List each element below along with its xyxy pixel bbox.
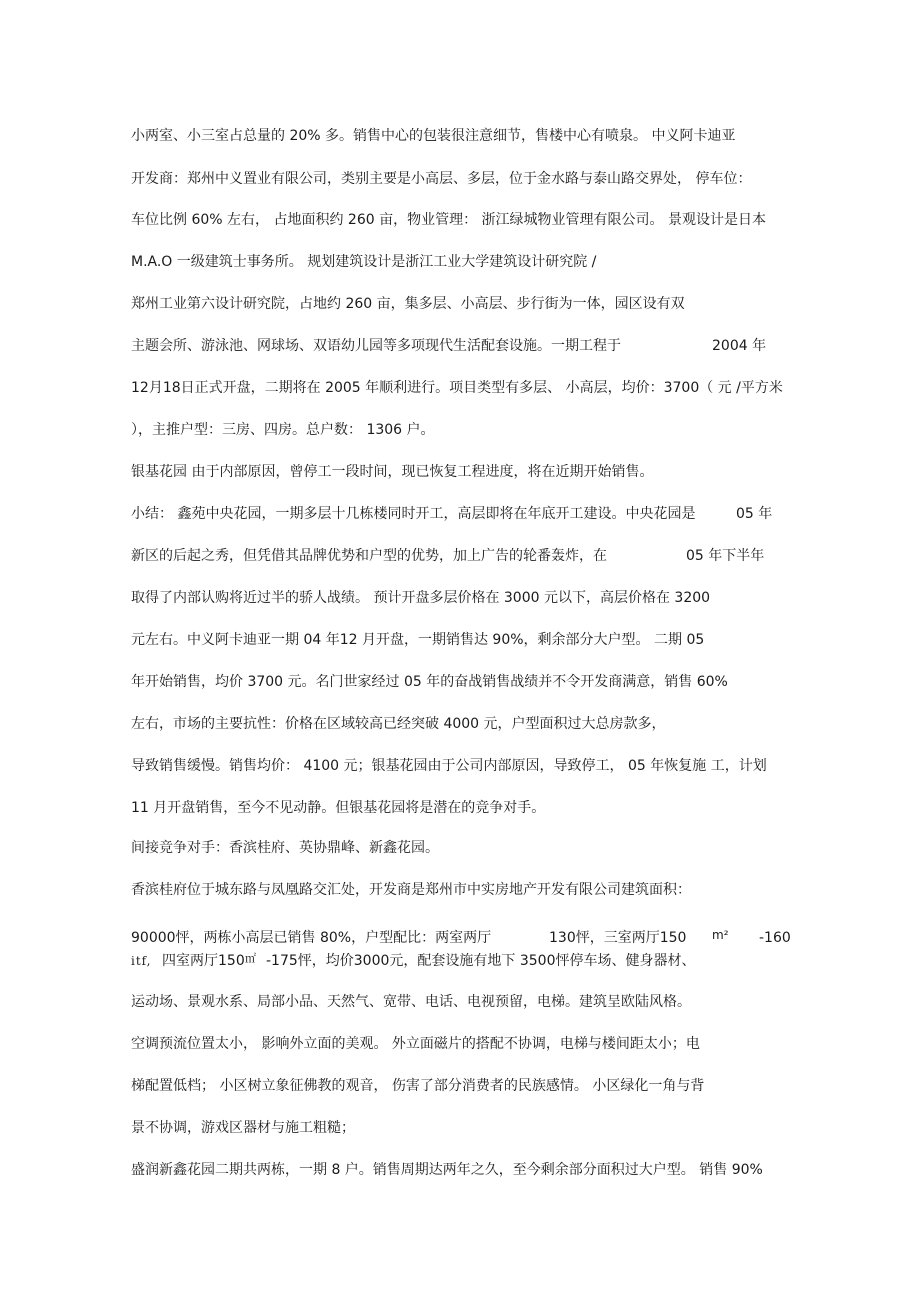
text-line-7: 12月18日正式开盘，二期将在 2005 年顺利进行。项目类型有多层、 小高层，均价：3700（ 元 /平方米 (131, 380, 783, 396)
text-line-21-b: -175怦，均价3000元，配套设施有地下 3500怦停车场、健身器材、 (266, 953, 696, 969)
text-line-26: 盛润新鑫花园二期共两栋，一期 8 户。销售周期达两年之久，至今剩余部分面积过大户型。 销售 90% (131, 1162, 763, 1178)
text-line-22: 运动场、景观水系、局部小品、天然气、宽带、电话、电视预留，电梯。建筑呈欧陆风格。 (131, 994, 691, 1010)
text-line-21-a: 四室两厅150 (162, 953, 245, 969)
text-line-20-tail: -160 (759, 930, 791, 946)
text-line-11-tail: 05 年下半年 (686, 548, 765, 564)
text-line-20-mid: 130怦，三室两厅150 (549, 930, 687, 946)
text-line-9: 银基花园 由于内部原因，曾停工一段时间，现已恢复工程进度，将在近期开始销售。 (131, 464, 654, 480)
text-line-23: 空调预流位置太小， 影响外立面的美观。 外立面磁片的搭配不协调，电梯与楼间距太小；电 (131, 1036, 700, 1052)
text-line-10: 小结： 鑫苑中央花园，一期多层十几栋楼同时开工，高层即将在年底开工建设。中央花园是 (131, 506, 696, 522)
text-line-10-tail: 05 年 (736, 506, 773, 522)
text-line-16: 导致销售缓慢。销售均价： 4100 元；银基花园由于公司内部原因，导致停工， 05 年恢复施 工，计划 (131, 758, 767, 774)
text-line-19: 香滨桂府位于城东路与凤凰路交汇处，开发商是郑州市中实房地产开发有限公司建筑面积： (131, 882, 691, 898)
text-line-13: 元左右。中义阿卡迪亚一期 04 年12 月开盘，一期销售达 90%，剩余部分大户型。 二期 05 (131, 632, 705, 648)
text-line-20-unit: m² (712, 928, 729, 942)
text-line-6-tail: 2004 年 (712, 338, 767, 354)
text-line-25: 景不协调，游戏区器材与施工粗糙； (131, 1120, 355, 1136)
text-line-18: 间接竞争对手：香滨桂府、英协鼎峰、新鑫花园。 (131, 840, 439, 856)
text-line-1: 小两室、小三室占总量的 20% 多。销售中心的包装很注意细节，售楼中心有喷泉。 中义阿卡迪亚 (131, 128, 736, 144)
text-line-11: 新区的后起之秀，但凭借其品牌优势和户型的优势，加上广告的轮番轰炸，在 (131, 548, 607, 564)
text-line-14: 年开始销售，均价 3700 元。名门世家经过 05 年的奋战销售战绩并不令开发商满意，销售 60% (131, 674, 728, 690)
text-line-4: M.A.O 一级建筑士事务所。 规划建筑设计是浙江工业大学建筑设计研究院 / (131, 254, 597, 270)
text-line-2: 开发商：郑州中义置业有限公司，类别主要是小高层、多层，位于金水路与泰山路交界处， 停车位： (131, 171, 752, 187)
text-line-15: 左右，市场的主要抗性：价格在区域较高已经突破 4000 元，户型面积过大总房款多， (131, 716, 666, 732)
text-line-6: 主题会所、游泳池、网球场、双语幼儿园等多项现代生活配套设施。一期工程于 (131, 338, 621, 354)
text-line-21-prefix: itf, (131, 954, 152, 968)
text-line-17: 11 月开盘销售，至今不见动静。但银基花园将是潜在的竞争对手。 (131, 800, 546, 816)
text-line-8: ），主推户型：三房、四房。总户数： 1306 户。 (131, 422, 435, 438)
text-line-24: 梯配置低档； 小区树立象征佛教的观音， 伤害了部分消费者的民族感情。 小区绿化一角与背 (131, 1078, 705, 1094)
text-line-5: 郑州工业第六设计研究院，占地约 260 亩，集多层、小高层、步行街为一体，园区设有双 (131, 296, 685, 312)
text-line-21-unit: ㎡ (245, 952, 256, 965)
text-line-12: 取得了内部认购将近过半的骄人战绩。 预计开盘多层价格在 3000 元以下，高层价格在 3200 (131, 590, 711, 606)
text-line-20: 90000怦，两栋小高层已销售 80%，户型配比：两室两厅 (131, 930, 492, 946)
text-line-3: 车位比例 60% 左右， 占地面积约 260 亩，物业管理： 浙江绿城物业管理有限公司。 景观设计是日本 (131, 212, 766, 228)
